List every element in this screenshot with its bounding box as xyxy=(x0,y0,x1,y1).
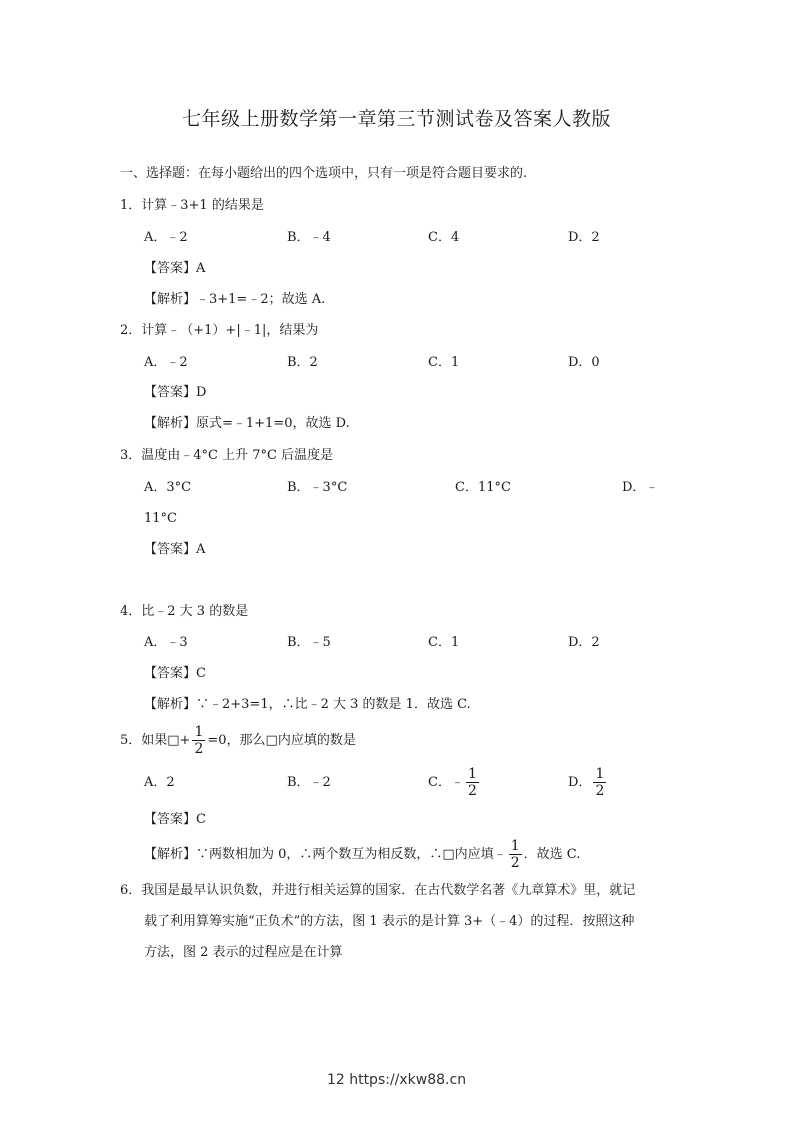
question-3-option-d: D．﹣ xyxy=(622,480,659,495)
question-2-option-d: D．0 xyxy=(568,355,600,370)
question-4-option-d: D．2 xyxy=(568,635,600,650)
analysis-suffix: ．故选 C. xyxy=(523,847,581,862)
question-3-option-c: C．11°C xyxy=(455,480,511,495)
question-1-option-d: D．2 xyxy=(568,230,600,245)
question-5-option-a: A．2 xyxy=(144,775,175,790)
question-2-option-a: A．﹣2 xyxy=(144,355,188,370)
fraction-numerator: 1 xyxy=(194,724,204,740)
question-5-stem-suffix: =0，那么□内应填的数是 xyxy=(207,733,356,748)
fraction-denominator: 2 xyxy=(510,855,520,871)
question-6-line-3: 方法，图 2 表示的过程应是在计算 xyxy=(144,945,343,960)
question-4-analysis: 【解析】∵﹣2+3=1，∴比﹣2 大 3 的数是 1．故选 C. xyxy=(144,697,471,712)
section-heading: 一、选择题：在每小题给出的四个选项中，只有一项是符合题目要求的. xyxy=(120,166,528,181)
question-5-stem xyxy=(120,724,356,760)
question-2-analysis: 【解析】原式=﹣1+1=0，故选 D. xyxy=(144,416,350,431)
fraction-one-half xyxy=(509,838,522,871)
fraction-one-half xyxy=(192,724,205,757)
question-3-stem: 3．温度由﹣4°C 上升 7°C 后温度是 xyxy=(120,448,334,463)
question-3-answer: 【答案】A xyxy=(144,542,206,557)
question-1-answer: 【答案】A xyxy=(144,261,206,276)
option-c-label: C．﹣ xyxy=(428,775,464,790)
fraction-denominator: 2 xyxy=(467,783,477,799)
question-1-option-b: B．﹣4 xyxy=(287,230,331,245)
question-1-option-c: C．4 xyxy=(428,230,460,245)
question-1-option-a: A．﹣2 xyxy=(144,230,188,245)
fraction-denominator: 2 xyxy=(194,741,204,757)
option-d-label: D． xyxy=(568,775,592,790)
question-1-analysis: 【解析】﹣3+1=﹣2；故选 A. xyxy=(144,292,326,307)
fraction-numerator: 1 xyxy=(467,766,477,782)
question-4-answer: 【答案】C xyxy=(144,666,206,681)
question-4-option-b: B．﹣5 xyxy=(287,635,331,650)
question-3-option-a: A．3°C xyxy=(144,480,192,495)
question-2-option-b: B．2 xyxy=(287,355,318,370)
question-2-option-c: C．1 xyxy=(428,355,460,370)
question-4-stem: 4．比﹣2 大 3 的数是 xyxy=(120,604,249,619)
fraction-denominator: 2 xyxy=(595,783,605,799)
question-4-option-c: C．1 xyxy=(428,635,460,650)
question-2-stem: 2．计算﹣（+1）+|﹣1|，结果为 xyxy=(120,323,319,338)
question-1-stem: 1．计算﹣3+1 的结果是 xyxy=(120,198,264,213)
question-5-analysis xyxy=(144,838,580,872)
question-5-option-d xyxy=(568,766,608,800)
fraction-numerator: 1 xyxy=(510,838,520,854)
question-5-option-c xyxy=(428,766,481,800)
question-5-stem-prefix: 5．如果□+ xyxy=(120,733,191,748)
question-6-line-1: 6．我国是最早认识负数，并进行相关运算的国家．在古代数学名著《九章算术》里，就记 xyxy=(120,883,636,898)
question-5-answer: 【答案】C xyxy=(144,812,206,827)
fraction-one-half xyxy=(593,766,606,799)
page-footer: 12 https://xkw88.cn xyxy=(326,1072,467,1088)
question-4-option-a: A．﹣3 xyxy=(144,635,188,650)
page-title: 七年级上册数学第一章第三节测试卷及答案人教版 xyxy=(181,108,611,130)
question-3-option-b: B．﹣3°C xyxy=(287,480,348,495)
question-3-option-d-continued: 11°C xyxy=(144,511,177,526)
question-5-option-b: B．﹣2 xyxy=(287,775,331,790)
analysis-prefix: 【解析】∵两数相加为 0，∴两个数互为相反数，∴□内应填﹣ xyxy=(144,847,507,862)
question-2-answer: 【答案】D xyxy=(144,385,207,400)
question-6-line-2: 载了利用算筹实施“正负术”的方法，图 1 表示的是计算 3+（﹣4）的过程．按照这种 xyxy=(144,914,635,929)
fraction-numerator: 1 xyxy=(595,766,605,782)
fraction-one-half xyxy=(466,766,479,799)
